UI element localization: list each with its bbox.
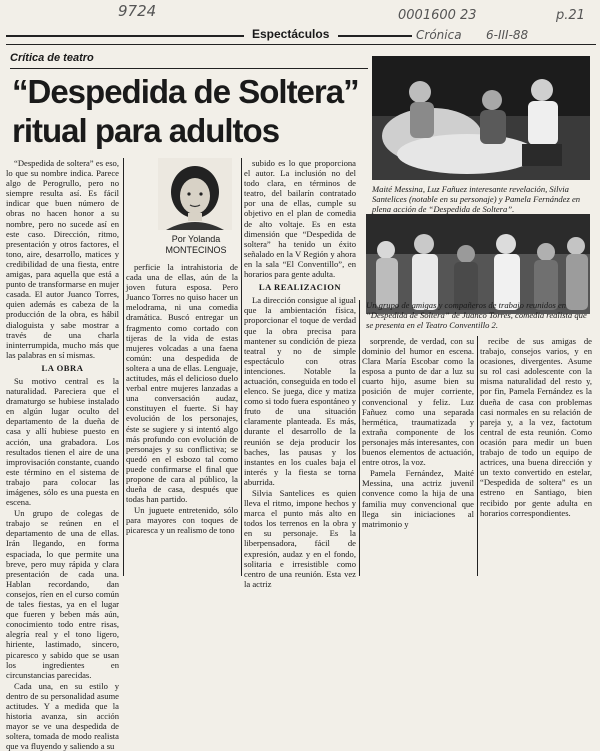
stage-photo-bottom bbox=[366, 214, 590, 298]
col1-paragraph-1: “Despedida de soltera” es eso, lo que su nombre indica. Parece algo de Perogrullo, pero no siempre resulta así. Es fácil indicar que buen número de obras no hacen honor a su nombre, pero no sucede así en este caso. Dirección, ritmo, presentación y otros factores, el tono, aire, desarrollo, matices y credibilidad de una fiesta, entre amigas, para aquella que está a punto de transformarse en mujer casada. El autor Juanco Torres, quien además es cabeza de la producción de la obra, es hábil dialoguista y sabe mostrar a través de una charla ininterrumpida, mucho más que las palabras en sí mismas. bbox=[6, 158, 119, 360]
archive-note-date: 6-III-88 bbox=[486, 28, 529, 42]
column-rule-2 bbox=[241, 158, 242, 576]
kicker-rule bbox=[10, 68, 368, 69]
byline-prefix: Por Yolanda bbox=[171, 234, 221, 244]
kicker: Crítica de teatro bbox=[10, 52, 94, 64]
col3-paragraph-3: Silvia Santelices es quien lleva el ritmo, impone hechos y marca el punto más alto en todos los terrenos en la obra y en su personaje. Es la liberpensadora, fácil de expresión, audaz y en el fondo, solitaria e irresistible como centro de una reunión. Esta vez la actriz bbox=[244, 488, 356, 589]
headline-line-1: “Despedida de Soltera” bbox=[12, 73, 359, 110]
col4-paragraph-1: sorprende, de verdad, con su dominio del humor en escena. Clara María Escobar como la esposa a punto de dar a luz su cuarto hijo, asume bien su posición de mujer corriente, convencional y feliz. Luz Fañuez como una separada hermética, traumatizada y extraña componente de los personajes más interesantes, con buenos elementos de actuación, entre otros, la voz. bbox=[362, 336, 474, 468]
article-column-1 bbox=[6, 158, 119, 751]
col3-paragraph-2: La dirección consigue al igual que la ambientación física, proporcionar el toque de verdad que la obra precisa para mantener su condición de pieza teatral y no de simple espectáculo con otras intenciones. Notable la actuación, conseguida en todo el elenco. Se juega, dice y matiza como si todo fuera espontáneo y fruto de una situación claramente planteada. Es más, durante el desarrollo de la reunión se deja producir los baches, las pausas y los instantes en los cuales baja el interés y la fiesta se torna aburrida. bbox=[244, 295, 356, 487]
col5-paragraph-1: recibe de sus amigas de trabajo, consejos varios, y en ocasiones, divergentes. Asume su rol casi adolescente con la misma naturalidad del resto y, por fin, Pamela Fernández es la dueña de casa con problemas casi normales en su relación de pareja y, a la vez, factotum central de esta reunión. Como ocasión para medir un buen trabajo de todo un equipo de actrices, una buena dirección y un texto convertido en estelar, “Despedida de soltera” es un estreno en Santiago, bien recibido por gente adulta en horarios correspondientes. bbox=[480, 336, 592, 518]
byline bbox=[154, 234, 238, 256]
archive-note-page: p.21 bbox=[556, 8, 585, 23]
column-rule-3 bbox=[359, 300, 360, 576]
subhead-la-realizacion: LA REALIZACION bbox=[258, 282, 342, 293]
author-portrait-image bbox=[158, 158, 232, 230]
caption-photo-top: Maité Messina, Luz Fañuez interesante revelación, Silvia Santelices (notable en su personaje) y Pamela Fernández en plena acción de “Despedida de Soltera”. bbox=[372, 184, 581, 214]
archive-note-source: Crónica bbox=[416, 28, 462, 42]
article-column-4 bbox=[362, 336, 474, 578]
col4-paragraph-2: Pamela Fernández, Maité Messina, una actriz juvenil convence como la hija de una familia muy convencional que llega sin iniciaciones al matrimonio y bbox=[362, 468, 474, 529]
col2-paragraph-1: perficie la intrahistoria de cada una de ellas, aún de la joven futura esposa. Pero Juanco Torres no quiso hacer un melodrama, ni una comedia dramática. Buscó entregar un fragmento como cortado con tijeras de la vida de estas mujeres volcadas a una faena común: una despedida de soltera a una de ellas. Lenguaje, actitudes, más el delicioso duelo verbal entre mujeres lanzadas a una conversación audaz, constituyen el fuerte. Si hay evolución de los personajes, éste se sugiere y si intentó algo más profundo con evolución de personajes y su conflictiva; se quedó en el esbozo tal como puede confirmarse el final que propone de cara al público, la dueña de casa, después que todas han partido. bbox=[126, 262, 238, 505]
column-rule-4 bbox=[477, 336, 478, 576]
stage-photo-top bbox=[372, 56, 590, 180]
col3-paragraph-1: subido es lo que proporciona el autor. La inclusión no del todo clara, en términos de teatro, del bailarín contratado por una de ellas, cumple su objetivo en el plan de comedia de alto voltaje. Es en esta dimensión que “Despedida de soltera” ha tenido un éxito señalado en la V Región y ahora en la sala “El Conventillo”, en horarios para gente adulta. bbox=[244, 158, 356, 280]
archive-note-left: 9724 bbox=[118, 2, 157, 20]
article-column-5 bbox=[480, 336, 592, 578]
header-rule bbox=[6, 44, 596, 45]
col1-paragraph-2: Su motivo central es la naturalidad. Pareciera que el dramaturgo se hubiese instalado en algún lugar oculto del departamento de la dueña de casa y allí hubiese puesto en acción, una grabadora. Los resultados tienen el aire de una improvisación constante, cuando este término en el sistema de trabajo para colocar las imágenes, sólo es una puesta en escena. bbox=[6, 375, 119, 508]
subhead-la-obra: LA OBRA bbox=[41, 362, 84, 373]
section-rule-left bbox=[6, 35, 244, 37]
col1-paragraph-3: Un grupo de colegas de trabajo se reúnen en el departamento de una de ellas. Irán llegando, en forma espaciada, lo que permite una breve, pero muy rápida y clara presentación de cada una. Hablan recordando, dan consejos, ríen en el curso común de tales fiestas, ya en el lugar que fueren y beben más aún, conocimiento todo entre risas, alegría real y el tono ligero, hiriente, lastimado, sincero, picaresco y sabido que se usan los ingredientes en circunstancias parecidas. bbox=[6, 508, 119, 680]
col2-paragraph-2: Un juguete entretenido, sólo para mayores con toques de picaresca y un realismo de tono bbox=[126, 505, 238, 536]
caption-photo-bottom: Un grupo de amigas y compañeros de trabajo reunidos en “Despedida de Soltera” de Juanco Torres, comedia realista que se presenta en el Teatro Conventillo 2. bbox=[366, 300, 587, 330]
col1-paragraph-4: Cada una, en su estilo y dentro de su personalidad asume actitudes. Y a medida que la historia avanza, sin acción mayor se ve una despedida de soltera, tomada de modo realista que va fluyendo y saliendo a su bbox=[6, 680, 119, 751]
section-rule-right bbox=[338, 35, 412, 37]
author-portrait bbox=[158, 158, 232, 230]
article-column-2 bbox=[126, 262, 238, 578]
byline-name: MONTECINOS bbox=[165, 245, 227, 255]
archive-note-code: 0001600 23 bbox=[398, 8, 477, 23]
column-rule-1 bbox=[123, 158, 124, 576]
article-column-3 bbox=[244, 158, 356, 589]
stage-photo-bottom-image bbox=[366, 214, 590, 314]
headline-line-2: ritual para adultos bbox=[12, 112, 280, 149]
stage-photo-top-image bbox=[372, 56, 590, 180]
section-title: Espectáculos bbox=[252, 27, 330, 41]
